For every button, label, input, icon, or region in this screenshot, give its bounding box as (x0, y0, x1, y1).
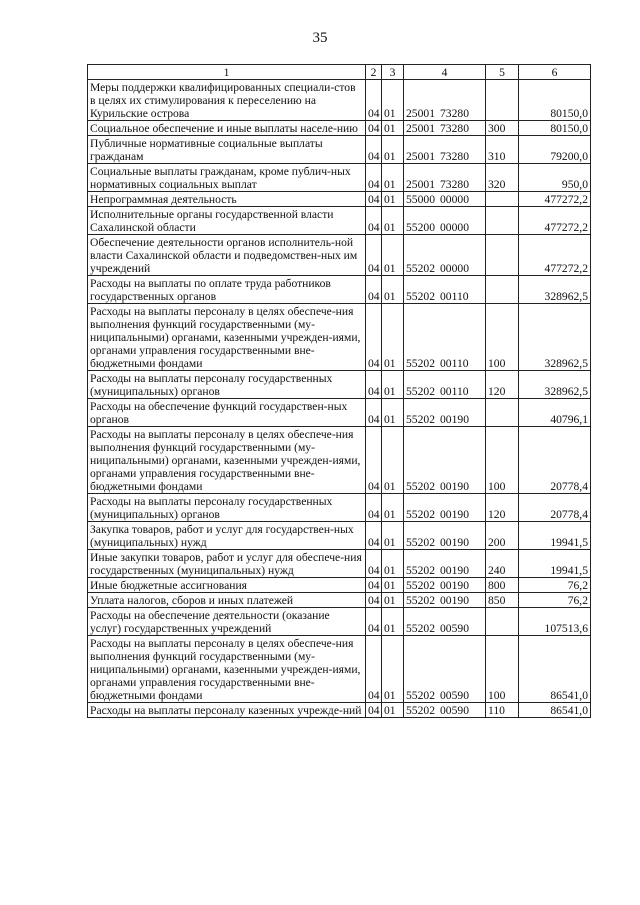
row-description: Расходы на выплаты персоналу государственных (муниципальных) органов (88, 371, 366, 399)
row-expense-type-code (486, 235, 519, 276)
row-description: Меры поддержки квалифицированных специали-стов в целях их стимулирования к переселению на Курильские острова (88, 80, 366, 121)
row-target-code (404, 276, 486, 304)
row-subsection-code: 01 (382, 371, 404, 399)
row-subsection-code: 01 (382, 522, 404, 550)
row-expense-type-code: 850 (486, 593, 519, 608)
row-target-code (404, 636, 486, 703)
row-target-code-program: 55000 (406, 193, 435, 206)
row-target-code-program: 55202 (406, 579, 435, 592)
row-description: Исполнительные органы государственной власти Сахалинской области (88, 207, 366, 235)
row-target-code (404, 703, 486, 718)
row-target-code-program: 55202 (406, 290, 435, 303)
table-row (88, 136, 591, 164)
row-target-code-program: 55202 (406, 357, 435, 370)
row-amount: 40796,1 (519, 399, 591, 427)
row-section-code: 04 (366, 608, 382, 636)
row-target-code-program: 55202 (406, 508, 435, 521)
row-target-code (404, 371, 486, 399)
row-description: Обеспечение деятельности органов исполнитель-ной власти Сахалинской области и подведомствен-ных им учреждений (88, 235, 366, 276)
row-description: Расходы на выплаты персоналу в целях обеспече-ния выполнения функций государственными (му-ниципальными) органами, казенными учрежден-иями, органами управления государственными вне-бюджетными фондами (88, 304, 366, 371)
row-expense-type-code: 110 (486, 703, 519, 718)
budget-table (87, 64, 591, 718)
row-target-code (404, 608, 486, 636)
row-target-code-direction: 00590 (440, 622, 469, 635)
row-target-code (404, 207, 486, 235)
row-amount: 950,0 (519, 164, 591, 192)
row-expense-type-code (486, 276, 519, 304)
row-subsection-code: 01 (382, 636, 404, 703)
row-target-code-direction: 00190 (440, 413, 469, 426)
table-row (88, 164, 591, 192)
row-target-code (404, 136, 486, 164)
row-target-code-direction: 00000 (440, 262, 469, 275)
row-target-code-direction: 00590 (440, 704, 469, 717)
row-expense-type-code (486, 80, 519, 121)
table-row (88, 235, 591, 276)
row-amount: 328962,5 (519, 304, 591, 371)
row-section-code: 04 (366, 80, 382, 121)
table-row (88, 550, 591, 578)
row-target-code-program: 55202 (406, 480, 435, 493)
row-section-code: 04 (366, 304, 382, 371)
row-description: Расходы на обеспечение функций государствен-ных органов (88, 399, 366, 427)
row-section-code: 04 (366, 235, 382, 276)
row-target-code-program: 25001 (406, 107, 435, 120)
row-section-code: 04 (366, 703, 382, 718)
row-target-code-program: 25001 (406, 178, 435, 191)
row-amount: 79200,0 (519, 136, 591, 164)
row-target-code-direction: 00190 (440, 594, 469, 607)
row-target-code-direction: 00190 (440, 579, 469, 592)
row-target-code-direction: 73280 (440, 107, 469, 120)
row-description: Иные закупки товаров, работ и услуг для обеспече-ния государственных (муниципальных) нужд (88, 550, 366, 578)
row-amount: 107513,6 (519, 608, 591, 636)
row-target-code (404, 494, 486, 522)
row-target-code-direction: 00590 (440, 689, 469, 702)
row-subsection-code: 01 (382, 593, 404, 608)
row-target-code-direction: 00000 (440, 193, 469, 206)
row-amount: 80150,0 (519, 80, 591, 121)
row-description: Иные бюджетные ассигнования (88, 578, 366, 593)
table-row (88, 427, 591, 494)
row-expense-type-code (486, 608, 519, 636)
row-expense-type-code: 100 (486, 304, 519, 371)
row-subsection-code: 01 (382, 192, 404, 207)
row-subsection-code: 01 (382, 399, 404, 427)
row-description: Расходы на обеспечение деятельности (оказание услуг) государственных учреждений (88, 608, 366, 636)
row-subsection-code: 01 (382, 80, 404, 121)
row-amount: 477272,2 (519, 192, 591, 207)
row-section-code: 04 (366, 550, 382, 578)
table-row (88, 207, 591, 235)
row-target-code-program: 25001 (406, 150, 435, 163)
row-target-code-direction: 00110 (440, 290, 469, 303)
row-amount: 477272,2 (519, 235, 591, 276)
row-target-code (404, 550, 486, 578)
row-target-code (404, 192, 486, 207)
row-target-code-program: 55202 (406, 622, 435, 635)
row-expense-type-code: 300 (486, 121, 519, 136)
row-target-code-direction: 00190 (440, 508, 469, 521)
row-section-code: 04 (366, 164, 382, 192)
row-amount: 86541,0 (519, 703, 591, 718)
row-target-code (404, 164, 486, 192)
table-row (88, 192, 591, 207)
row-expense-type-code (486, 192, 519, 207)
row-section-code: 04 (366, 578, 382, 593)
row-section-code: 04 (366, 136, 382, 164)
row-target-code (404, 121, 486, 136)
row-target-code (404, 80, 486, 121)
table-row (88, 276, 591, 304)
row-target-code-direction: 73280 (440, 122, 469, 135)
row-target-code-direction: 00190 (440, 480, 469, 493)
row-amount: 76,2 (519, 593, 591, 608)
row-subsection-code: 01 (382, 427, 404, 494)
row-section-code: 04 (366, 593, 382, 608)
row-expense-type-code (486, 207, 519, 235)
row-expense-type-code: 120 (486, 494, 519, 522)
row-description: Социальное обеспечение и иные выплаты населе-нию (88, 121, 366, 136)
row-section-code: 04 (366, 522, 382, 550)
row-description: Расходы на выплаты персоналу в целях обеспече-ния выполнения функций государственными (му-ниципальными) органами, казенными учрежден-иями, органами управления государственными вне-бюджетными фондами (88, 636, 366, 703)
row-expense-type-code: 310 (486, 136, 519, 164)
row-expense-type-code: 100 (486, 636, 519, 703)
table-row (88, 80, 591, 121)
row-target-code (404, 427, 486, 494)
row-description: Социальные выплаты гражданам, кроме публич-ных нормативных социальных выплат (88, 164, 366, 192)
row-target-code-direction: 73280 (440, 150, 469, 163)
row-amount: 19941,5 (519, 522, 591, 550)
row-description: Расходы на выплаты персоналу в целях обеспече-ния выполнения функций государственными (му-ниципальными) органами, казенными учрежден-иями, органами управления государственными вне-бюджетными фондами (88, 427, 366, 494)
row-description: Расходы на выплаты по оплате труда работников государственных органов (88, 276, 366, 304)
row-description: Уплата налогов, сборов и иных платежей (88, 593, 366, 608)
column-header: 3 (382, 65, 404, 80)
row-subsection-code: 01 (382, 121, 404, 136)
row-amount: 86541,0 (519, 636, 591, 703)
row-target-code-program: 55200 (406, 221, 435, 234)
row-expense-type-code: 240 (486, 550, 519, 578)
row-expense-type-code: 200 (486, 522, 519, 550)
row-amount: 19941,5 (519, 550, 591, 578)
column-header: 5 (486, 65, 519, 80)
row-section-code: 04 (366, 121, 382, 136)
page-number: 35 (312, 30, 328, 46)
table-row (88, 399, 591, 427)
row-subsection-code: 01 (382, 550, 404, 578)
row-section-code: 04 (366, 371, 382, 399)
row-description: Расходы на выплаты персоналу государственных (муниципальных) органов (88, 494, 366, 522)
row-target-code-direction: 00190 (440, 564, 469, 577)
row-subsection-code: 01 (382, 207, 404, 235)
row-description: Расходы на выплаты персоналу казенных учрежде-ний (88, 703, 366, 718)
row-subsection-code: 01 (382, 276, 404, 304)
row-expense-type-code: 800 (486, 578, 519, 593)
row-target-code-direction: 73280 (440, 178, 469, 191)
row-target-code-program: 55202 (406, 594, 435, 607)
table-row (88, 593, 591, 608)
row-subsection-code: 01 (382, 164, 404, 192)
row-target-code-direction: 00000 (440, 221, 469, 234)
table-body (88, 80, 591, 718)
row-expense-type-code: 100 (486, 427, 519, 494)
row-target-code-program: 55202 (406, 704, 435, 717)
row-subsection-code: 01 (382, 235, 404, 276)
row-description: Закупка товаров, работ и услуг для государствен-ных (муниципальных) нужд (88, 522, 366, 550)
row-target-code-direction: 00110 (440, 385, 469, 398)
row-target-code (404, 235, 486, 276)
row-section-code: 04 (366, 192, 382, 207)
row-target-code-program: 55202 (406, 262, 435, 275)
row-section-code: 04 (366, 427, 382, 494)
row-subsection-code: 01 (382, 608, 404, 636)
row-expense-type-code: 320 (486, 164, 519, 192)
table-header-row (88, 65, 591, 80)
row-target-code (404, 399, 486, 427)
row-amount: 477272,2 (519, 207, 591, 235)
row-target-code (404, 522, 486, 550)
column-header: 2 (366, 65, 382, 80)
row-section-code: 04 (366, 276, 382, 304)
row-amount: 328962,5 (519, 276, 591, 304)
row-target-code (404, 304, 486, 371)
table-row (88, 608, 591, 636)
row-subsection-code: 01 (382, 494, 404, 522)
row-target-code-program: 55202 (406, 385, 435, 398)
table-row (88, 304, 591, 371)
row-amount: 20778,4 (519, 494, 591, 522)
row-target-code-program: 55202 (406, 413, 435, 426)
row-description: Публичные нормативные социальные выплаты гражданам (88, 136, 366, 164)
table-row (88, 371, 591, 399)
row-amount: 76,2 (519, 578, 591, 593)
row-expense-type-code: 120 (486, 371, 519, 399)
row-target-code-program: 55202 (406, 536, 435, 549)
row-target-code (404, 578, 486, 593)
row-amount: 20778,4 (519, 427, 591, 494)
column-header: 1 (88, 65, 366, 80)
row-amount: 328962,5 (519, 371, 591, 399)
row-section-code: 04 (366, 399, 382, 427)
table-row (88, 522, 591, 550)
row-subsection-code: 01 (382, 578, 404, 593)
row-target-code-direction: 00190 (440, 536, 469, 549)
row-subsection-code: 01 (382, 136, 404, 164)
row-subsection-code: 01 (382, 703, 404, 718)
row-description: Непрограммная деятельность (88, 192, 366, 207)
row-section-code: 04 (366, 494, 382, 522)
row-subsection-code: 01 (382, 304, 404, 371)
row-section-code: 04 (366, 207, 382, 235)
table-row (88, 121, 591, 136)
column-header: 6 (519, 65, 591, 80)
row-expense-type-code (486, 399, 519, 427)
row-amount: 80150,0 (519, 121, 591, 136)
table-row (88, 494, 591, 522)
row-target-code-program: 55202 (406, 564, 435, 577)
column-header: 4 (404, 65, 486, 80)
row-target-code (404, 593, 486, 608)
table-row (88, 578, 591, 593)
row-section-code: 04 (366, 636, 382, 703)
row-target-code-program: 25001 (406, 122, 435, 135)
table-row (88, 636, 591, 703)
table-row (88, 703, 591, 718)
row-target-code-direction: 00110 (440, 357, 469, 370)
row-target-code-program: 55202 (406, 689, 435, 702)
